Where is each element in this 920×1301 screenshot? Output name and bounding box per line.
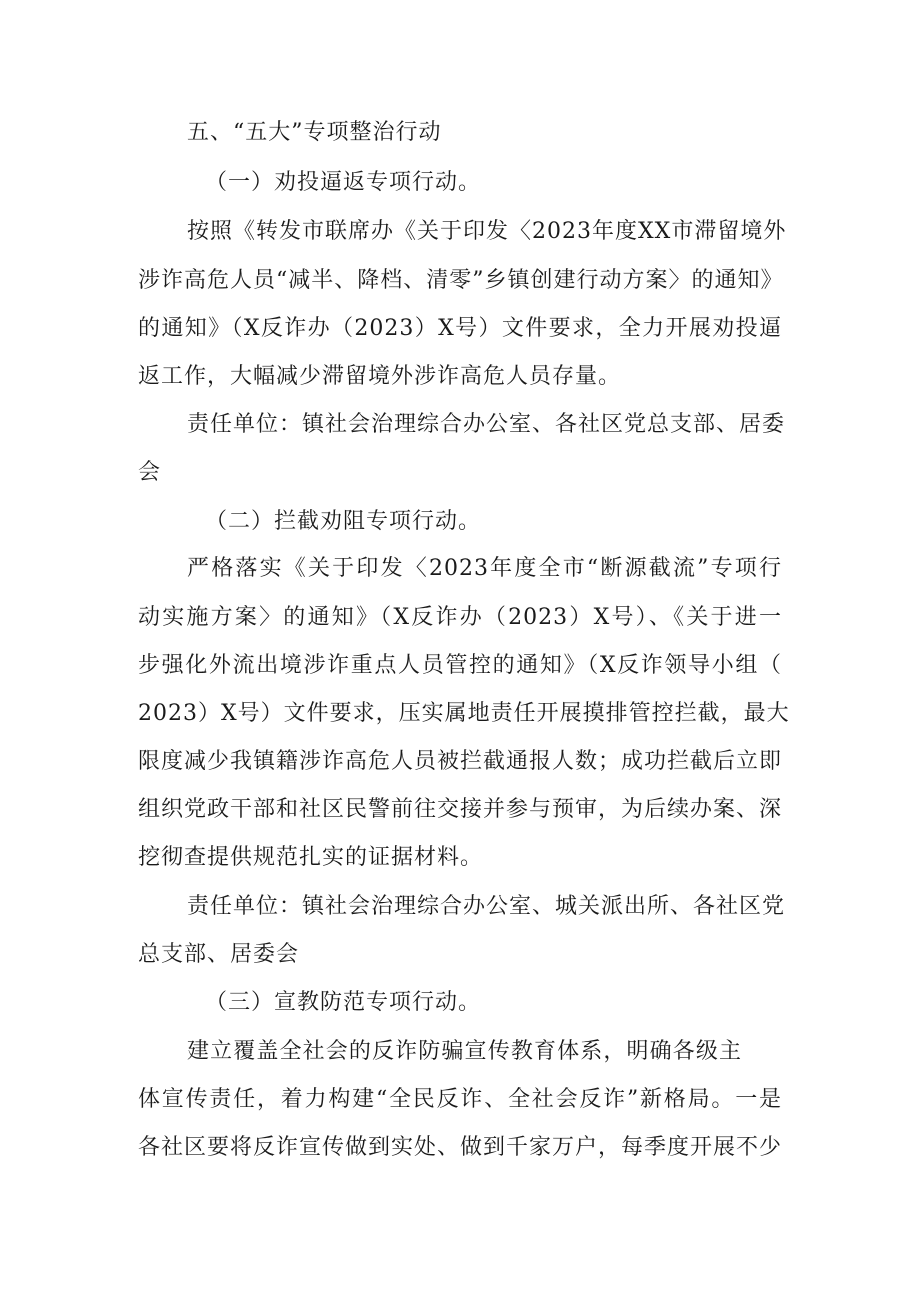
paragraph-line: 挖彻查提供规范扎实的证据材料。 bbox=[138, 845, 484, 870]
paragraph-line: 动实施方案〉的通知》（X反诈办（2023）X号）、《关于进一 bbox=[138, 605, 782, 630]
subsection-title-3: （三）宣教防范专项行动。 bbox=[205, 990, 482, 1015]
subsection-title-1: （一）劝投逼返专项行动。 bbox=[205, 170, 482, 195]
paragraph-line: 限度减少我镇籍涉诈高危人员被拦截通报人数；成功拦截后立即 bbox=[138, 749, 783, 774]
paragraph-line: 涉诈高危人员“减半、降档、清零”乡镇创建行动方案〉的通知》 bbox=[138, 268, 784, 293]
paragraph-line: 返工作，大幅减少滞留境外涉诈高危人员存量。 bbox=[138, 364, 622, 389]
paragraph-line: 2023）X号）文件要求，压实属地责任开展摸排管控拦截，最大 bbox=[138, 701, 790, 726]
paragraph-line: 组织党政干部和社区民警前往交接并参与预审，为后续办案、深 bbox=[138, 797, 783, 822]
responsible-units-line: 责任单位：镇社会治理综合办公室、城关派出所、各社区党 bbox=[187, 894, 786, 919]
paragraph-line: 步强化外流出境涉诈重点人员管控的通知》（X反诈领导小组（ bbox=[138, 653, 782, 678]
responsible-units-line: 会 bbox=[138, 460, 162, 485]
paragraph-line: 严格落实《关于印发〈2023年度全市“断源截流”专项行 bbox=[187, 556, 782, 581]
subsection-title-2: （二）拦截劝阻专项行动。 bbox=[205, 509, 482, 534]
paragraph-line: 的通知》（X反诈办（2023）X号）文件要求，全力开展劝投逼 bbox=[138, 316, 782, 341]
section-heading: 五、“五大”专项整治行动 bbox=[187, 120, 442, 145]
paragraph-line: 按照《转发市联席办《关于印发〈2023年度XX市滞留境外 bbox=[187, 219, 787, 244]
paragraph-line: 各社区要将反诈宣传做到实处、做到千家万户，每季度开展不少 bbox=[138, 1135, 783, 1160]
paragraph-line: 建立覆盖全社会的反诈防骗宣传教育体系，明确各级主 bbox=[187, 1039, 742, 1064]
paragraph-line: 体宣传责任，着力构建“全民反诈、全社会反诈”新格局。一是 bbox=[138, 1087, 782, 1112]
responsible-units-line: 总支部、居委会 bbox=[138, 942, 300, 967]
responsible-units-line: 责任单位：镇社会治理综合办公室、各社区党总支部、居委 bbox=[187, 412, 786, 437]
